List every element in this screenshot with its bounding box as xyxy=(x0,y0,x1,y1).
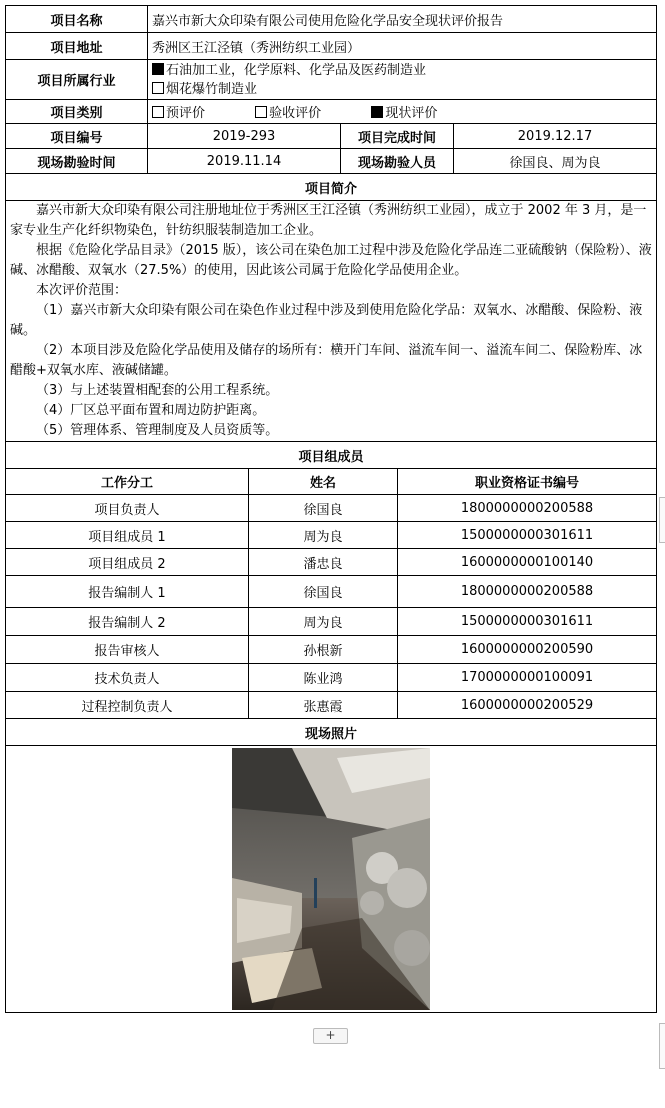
team-role: 项目负责人 xyxy=(6,495,249,522)
table-row xyxy=(6,664,657,692)
project-type-label: 项目类别 xyxy=(6,100,148,124)
industry-label: 项目所属行业 xyxy=(6,60,148,100)
side-resize-handle[interactable] xyxy=(659,497,665,543)
team-role: 报告编制人 1 xyxy=(6,576,249,608)
intro-title: 项目简介 xyxy=(6,174,657,201)
side-resize-handle[interactable] xyxy=(659,1023,665,1069)
survey-staff-label: 现场勘验人员 xyxy=(341,149,454,174)
team-role: 项目组成员 1 xyxy=(6,522,249,549)
industry-option-fireworks[interactable]: 烟花爆竹制造业 xyxy=(152,80,652,99)
team-table xyxy=(5,441,657,1013)
type-option-acceptance[interactable]: 验收评价 xyxy=(255,102,321,121)
photo-cell xyxy=(6,746,657,1013)
team-cert: 1800000000200588 xyxy=(398,576,657,608)
intro-paragraph: （3）与上述装置相配套的公用工程系统。 xyxy=(36,383,279,398)
project-address-value: 秀洲区王江泾镇（秀洲纺织工业园） xyxy=(148,33,657,60)
team-cert: 1500000000301611 xyxy=(398,608,657,636)
completion-value: 2019.12.17 xyxy=(454,124,657,149)
table-row xyxy=(6,495,657,522)
checkbox-empty-icon xyxy=(255,106,267,118)
site-photo-image xyxy=(232,748,430,1010)
intro-paragraph: （1）嘉兴市新大众印染有限公司在染色作业过程中涉及到使用危险化学品：双氧水、冰醋酸、保险粉、液碱。 xyxy=(10,303,643,338)
team-role: 技术负责人 xyxy=(6,664,249,692)
checkbox-checked-icon xyxy=(152,63,164,75)
photo-title: 现场照片 xyxy=(6,719,657,746)
completion-label: 项目完成时间 xyxy=(341,124,454,149)
intro-paragraph: 嘉兴市新大众印染有限公司注册地址位于秀洲区王江泾镇（秀洲纺织工业园），成立于 2002 年 3 月，是一家专业生产化纤织物染色，针纺织服装制造加工企业。 xyxy=(10,203,647,238)
team-cert: 1800000000200588 xyxy=(398,495,657,522)
project-type-options xyxy=(148,100,657,124)
team-member-name: 徐国良 xyxy=(249,495,398,522)
team-role: 报告审核人 xyxy=(6,636,249,664)
team-cert: 1600000000200529 xyxy=(398,692,657,719)
project-name-label: 项目名称 xyxy=(6,6,148,33)
team-cert: 1700000000100091 xyxy=(398,664,657,692)
checkbox-checked-icon xyxy=(371,106,383,118)
team-member-name: 徐国良 xyxy=(249,576,398,608)
team-member-name: 陈业鸿 xyxy=(249,664,398,692)
table-row xyxy=(6,576,657,608)
project-name-value: 嘉兴市新大众印染有限公司使用危险化学品安全现状评价报告 xyxy=(148,6,657,33)
table-row xyxy=(6,692,657,719)
team-cert: 1500000000301611 xyxy=(398,522,657,549)
team-member-name: 周为良 xyxy=(249,522,398,549)
team-header-cert: 职业资格证书编号 xyxy=(398,469,657,495)
table-row xyxy=(6,549,657,576)
project-number-value: 2019-293 xyxy=(148,124,341,149)
intro-paragraph: （2）本项目涉及危险化学品使用及储存的场所有：横开门车间、溢流车间一、溢流车间二、保险粉库、冰醋酸+双氧水库、液碱储罐。 xyxy=(10,343,643,378)
team-header-name: 姓名 xyxy=(249,469,398,495)
team-member-name: 潘忠良 xyxy=(249,549,398,576)
industry-options xyxy=(148,60,657,100)
industry-option-petrochem[interactable]: 石油加工业，化学原料、化学品及医药制造业 xyxy=(152,61,652,80)
team-member-name: 孙根新 xyxy=(249,636,398,664)
type-option-current[interactable]: 现状评价 xyxy=(371,102,437,121)
intro-paragraph: 根据《危险化学品目录》（2015 版），该公司在染色加工过程中涉及危险化学品连二亚硫酸钠（保险粉）、液碱、冰醋酸、双氧水（27.5%）的使用，因此该公司属于危险化学品使用企业。 xyxy=(10,243,652,278)
survey-staff-value: 徐国良、周为良 xyxy=(454,149,657,174)
team-cert: 1600000000100140 xyxy=(398,549,657,576)
intro-paragraph: （5）管理体系、管理制度及人员资质等。 xyxy=(36,423,279,438)
team-title: 项目组成员 xyxy=(6,442,657,469)
team-member-name: 张惠霞 xyxy=(249,692,398,719)
type-option-pre[interactable]: 预评价 xyxy=(152,102,205,121)
team-role: 报告编制人 2 xyxy=(6,608,249,636)
checkbox-empty-icon xyxy=(152,106,164,118)
table-row xyxy=(6,636,657,664)
table-row xyxy=(6,608,657,636)
team-header-role: 工作分工 xyxy=(6,469,249,495)
project-number-label: 项目编号 xyxy=(6,124,148,149)
survey-time-value: 2019.11.14 xyxy=(148,149,341,174)
intro-paragraph: （4）厂区总平面布置和周边防护距离。 xyxy=(36,403,266,418)
checkbox-empty-icon xyxy=(152,82,164,94)
intro-body xyxy=(6,201,657,442)
add-row-button[interactable]: + xyxy=(313,1028,348,1044)
survey-time-label: 现场勘验时间 xyxy=(6,149,148,174)
team-role: 项目组成员 2 xyxy=(6,549,249,576)
intro-paragraph: 本次评价范围： xyxy=(36,283,128,298)
team-member-name: 周为良 xyxy=(249,608,398,636)
table-row xyxy=(6,522,657,549)
site-photo xyxy=(232,748,430,1010)
project-address-label: 项目地址 xyxy=(6,33,148,60)
project-info-table xyxy=(5,5,657,442)
report-form xyxy=(5,5,656,1013)
team-cert: 1600000000200590 xyxy=(398,636,657,664)
team-role: 过程控制负责人 xyxy=(6,692,249,719)
